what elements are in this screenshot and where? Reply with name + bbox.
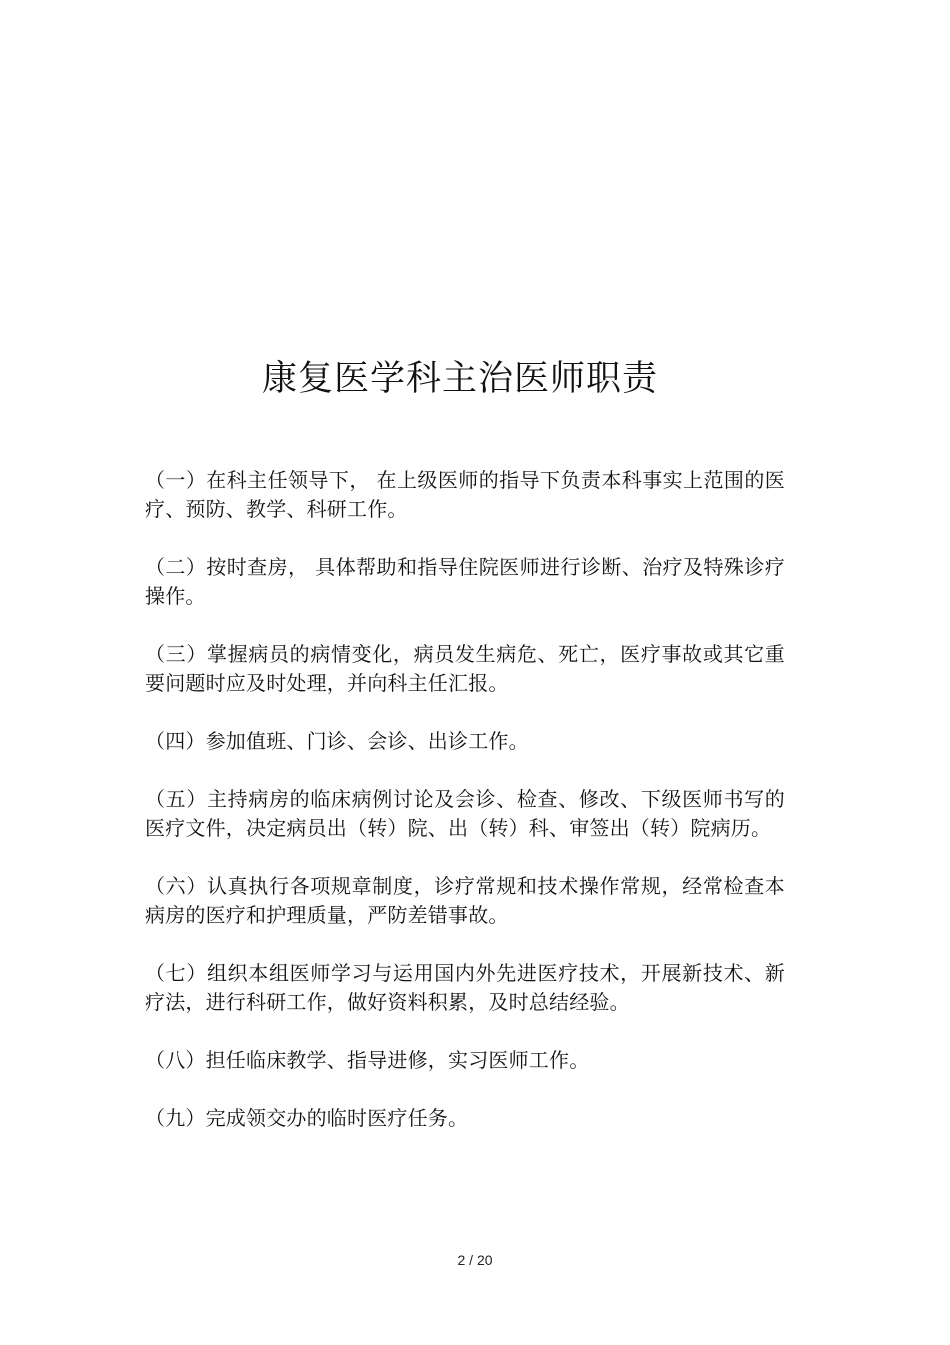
duty-item-8: （八）担任临床教学、指导进修，实习医师工作。 xyxy=(145,1048,590,1072)
duty-item-9: （九）完成领交办的临时医疗任务。 xyxy=(145,1106,469,1130)
duty-item-6: （六）认真执行各项规章制度，诊疗常规和技术操作常规，经常检查本病房的医疗和护理质量，严防差错事故。 xyxy=(145,874,785,927)
page-number: 2 / 20 xyxy=(457,1252,493,1268)
duty-item-5: （五）主持病房的临床病例讨论及会诊、检查、修改、下级医师书写的医疗文件，决定病员出（转）院、出（转）科、审签出（转）院病历。 xyxy=(145,787,785,840)
duty-item-3: （三）掌握病员的病情变化，病员发生病危、死亡，医疗事故或其它重要问题时应及时处理，并向科主任汇报。 xyxy=(145,642,785,695)
duty-item-1: （一）在科主任领导下， 在上级医师的指导下负责本科事实上范围的医疗、预防、教学、科研工作。 xyxy=(145,468,785,521)
duty-item-4: （四）参加值班、门诊、会诊、出诊工作。 xyxy=(145,729,529,753)
page-title: 康复医学科主治医师职责 xyxy=(261,359,658,399)
duty-list xyxy=(145,466,785,1162)
duty-item-7: （七）组织本组医师学习与运用国内外先进医疗技术，开展新技术、新疗法，进行科研工作，做好资料积累，及时总结经验。 xyxy=(145,961,785,1014)
duty-item-2: （二）按时查房， 具体帮助和指导住院医师进行诊断、治疗及特殊诊疗操作。 xyxy=(145,555,785,608)
